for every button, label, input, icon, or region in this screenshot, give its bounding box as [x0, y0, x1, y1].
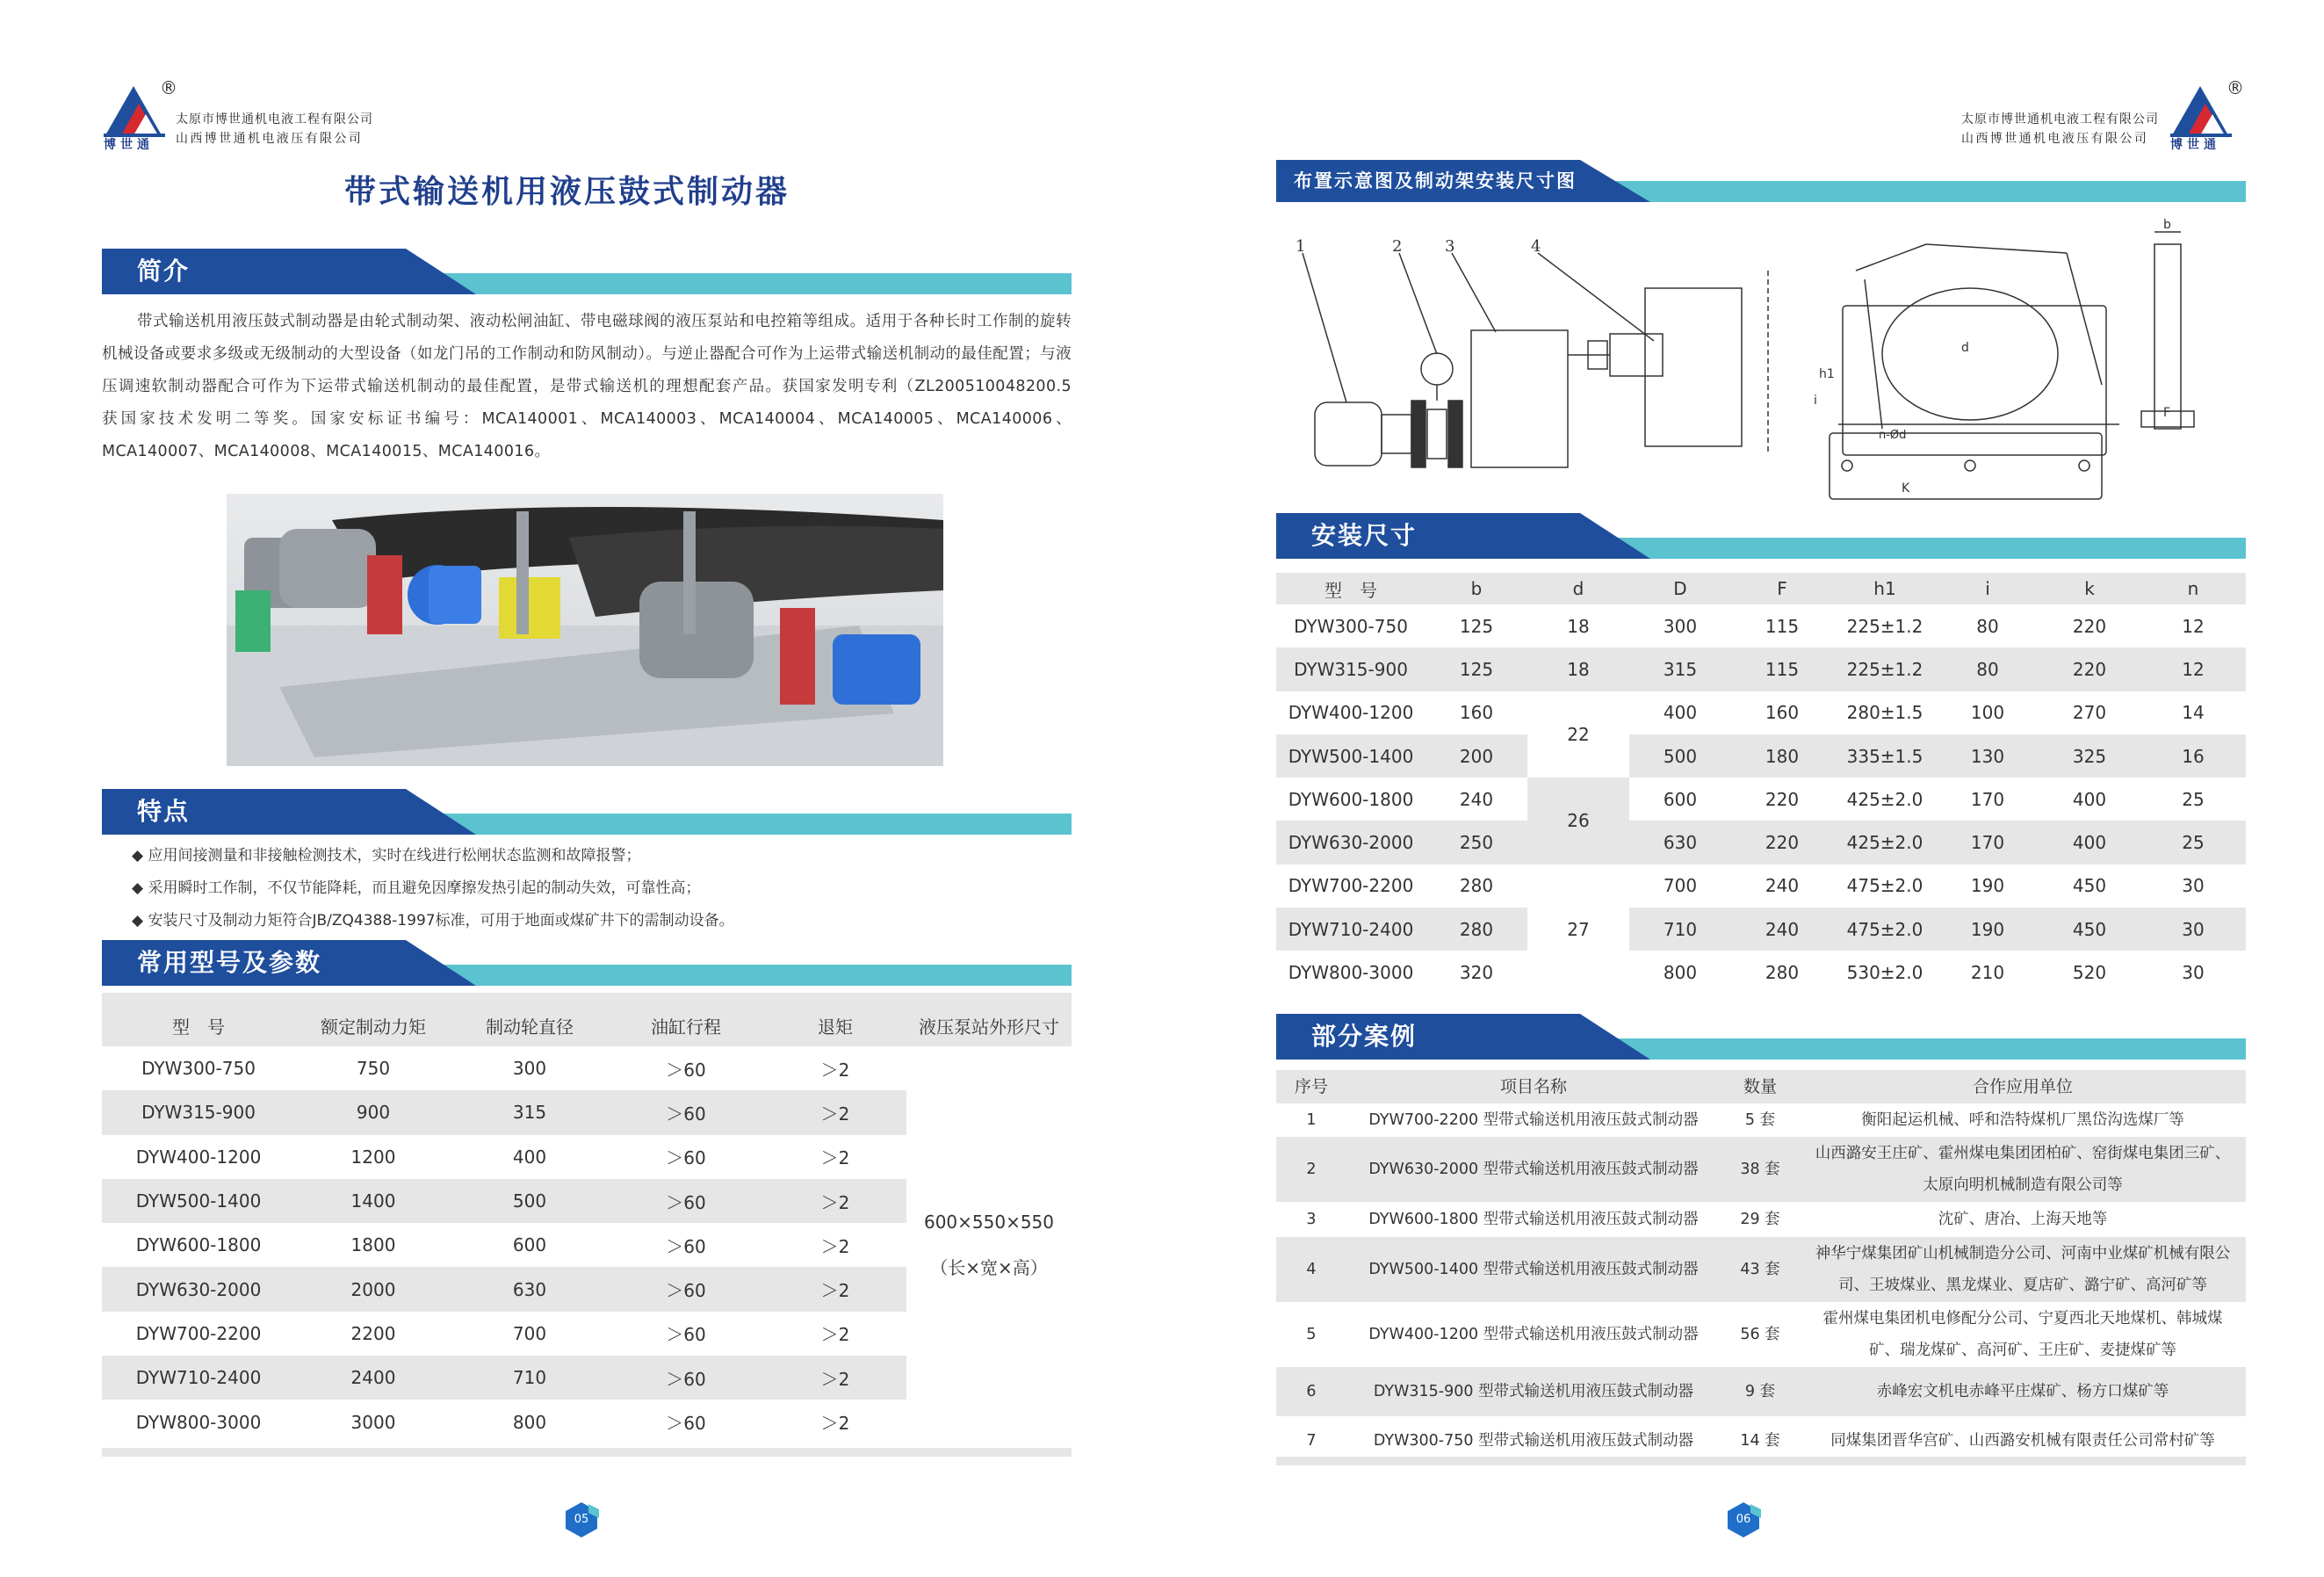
cell: ＞60 — [666, 1324, 706, 1346]
cell-model: DYW700-2200 — [1288, 875, 1414, 897]
cell: 180 — [1731, 734, 1833, 778]
cell: 280±1.5 — [1846, 702, 1923, 724]
col-header: k — [2084, 578, 2095, 599]
section-band-cases — [1276, 1014, 2246, 1060]
page-number-badge — [1724, 1501, 1763, 1539]
cell: 520 — [2072, 962, 2107, 984]
cell: 160 — [1765, 702, 1800, 724]
logo-text: 博世通 — [2170, 138, 2220, 152]
cell-model: DYW300-750 — [141, 1058, 256, 1080]
cell: 200 — [1425, 734, 1527, 778]
col-header: 型 号 — [1324, 579, 1377, 601]
cell-client: 山西潞安王庄矿、霍州煤电集团团柏矿、窑街煤电集团三矿、太原向明机械制造有限公司等 — [1800, 1137, 2246, 1202]
cell: 400 — [2039, 821, 2140, 864]
table-row — [1276, 604, 2246, 647]
cell: 600 — [512, 1234, 547, 1256]
cell: 710 — [451, 1356, 608, 1400]
cell-project: DYW315-900 型带式输送机用液压鼓式制动器 — [1346, 1367, 1721, 1416]
cell-model: DYW400-1200 — [1288, 702, 1414, 724]
section-heading: 部分案例 — [1311, 1022, 1418, 1051]
models-table-wrap — [102, 993, 1072, 1444]
section-heading: 安装尺寸 — [1311, 521, 1418, 550]
section-heading: 布置示意图及制动架安装尺寸图 — [1294, 170, 1577, 192]
cell: ＞2 — [764, 1267, 906, 1311]
cell-model: DYW800-3000 — [1288, 962, 1414, 984]
cell: ＞2 — [820, 1413, 850, 1435]
table-row — [1276, 951, 2246, 994]
col-header: 型 号 — [172, 1016, 225, 1038]
cell-index: 1 — [1306, 1111, 1317, 1129]
cell-model: DYW630-2000 — [1276, 821, 1425, 864]
callout-3: 3 — [1445, 237, 1455, 256]
cell: 160 — [1459, 702, 1494, 724]
col-header: 项目名称 — [1499, 1077, 1567, 1096]
table-row — [1276, 864, 2246, 908]
cell: ＞2 — [820, 1324, 850, 1346]
cell-qty: 29 套 — [1740, 1211, 1780, 1228]
company-name-2: 山西博世通机电液压有限公司 — [176, 132, 364, 146]
cell: ＞2 — [764, 1179, 906, 1223]
cell: 315 — [1629, 647, 1731, 691]
table-bottom-shade — [102, 1448, 1072, 1457]
cell-merged: 22 — [1567, 723, 1590, 745]
cell: 325 — [2039, 734, 2140, 778]
table-row — [1276, 778, 2246, 821]
section-band-layout — [1276, 160, 2246, 202]
company-logo — [2165, 77, 2253, 152]
install-table — [1276, 573, 2246, 995]
cell: 320 — [1459, 962, 1494, 984]
cell: 30 — [2182, 962, 2205, 984]
section-band-install — [1276, 513, 2246, 559]
table-row — [1276, 691, 2246, 734]
cell: 500 — [451, 1179, 608, 1223]
cell: 600 — [1663, 788, 1698, 810]
cases-bottom-shade — [1276, 1457, 2246, 1465]
cell: 900 — [295, 1090, 451, 1134]
col-header: 额定制动力矩 — [321, 1016, 426, 1038]
col-header: 油缸行程 — [651, 1016, 721, 1038]
cell: 1400 — [295, 1179, 451, 1223]
company-name-1: 太原市博世通机电液工程有限公司 — [176, 112, 373, 127]
cell-index: 5 — [1306, 1326, 1317, 1343]
cell: 700 — [512, 1322, 547, 1344]
col-header: n — [2187, 578, 2199, 599]
col-header: 序号 — [1294, 1077, 1328, 1096]
dim-label-i: i — [1814, 394, 1817, 408]
cell: 240 — [1459, 788, 1494, 810]
models-table — [102, 993, 1072, 1444]
cell: 400 — [2072, 788, 2107, 810]
table-row — [1276, 1202, 2246, 1237]
cell-client: 同煤集团晋华宫矿、山西潞安机械有限责任公司常村矿等 — [1830, 1432, 2215, 1450]
cell: 170 — [1970, 788, 2005, 810]
table-row — [1276, 1302, 2246, 1367]
section-band-intro — [102, 249, 1072, 294]
cell-index: 3 — [1306, 1211, 1317, 1228]
cell-merged: 27 — [1567, 918, 1590, 940]
cell-index: 4 — [1276, 1237, 1346, 1302]
cell: 170 — [1937, 821, 2039, 864]
table-row — [1276, 1137, 2246, 1202]
cell: 115 — [1731, 647, 1833, 691]
right-page — [1162, 0, 2324, 1577]
cell: ＞60 — [666, 1147, 706, 1169]
cell: ＞2 — [764, 1356, 906, 1400]
company-name-2: 山西博世通机电液压有限公司 — [1961, 132, 2149, 146]
cell: 280 — [1765, 962, 1800, 984]
cell: 190 — [1970, 875, 2005, 897]
col-header: d — [1572, 578, 1584, 599]
col-header: 退矩 — [818, 1016, 853, 1038]
cell: 750 — [356, 1058, 391, 1080]
cell-client: 霍州煤电集团机电修配分公司、宁夏西北天地煤机、韩城煤矿、瑞龙煤矿、高河矿、王庄矿、麦捷煤矿等 — [1822, 1310, 2223, 1359]
cell-model: DYW630-2000 — [102, 1267, 295, 1311]
dim-label-h1: h1 — [1819, 367, 1835, 381]
section-band-models — [102, 940, 1072, 986]
cell-index: 6 — [1276, 1367, 1346, 1416]
cell-qty: 56 套 — [1740, 1326, 1780, 1343]
cell: 18 — [1567, 615, 1590, 637]
cell-model: DYW800-3000 — [135, 1411, 262, 1433]
table-row — [1276, 1237, 2246, 1302]
cell-project: DYW600-1800 型带式输送机用液压鼓式制动器 — [1368, 1211, 1699, 1228]
cell: 1200 — [350, 1146, 396, 1168]
cell: ＞60 — [666, 1235, 706, 1257]
cell: 280 — [1459, 875, 1494, 897]
cell: 12 — [2182, 615, 2205, 637]
intro-paragraph: 带式输送机用液压鼓式制动器是由轮式制动架、液动松闸油缸、带电磁球阀的液压泵站和电控箱等组成。适用于各种长时工作制的旋转机械设备或要求多级或无级制动的大型设备（如龙门吊的工作制动和防风制动）。与逆止器配合可作为上运带式输送机制动的最佳配置；与液压调速软制动器配合可作为下运带式输送机制动的最佳配置，是带式输送机的理想配套产品。获国家发明专利（ZL200510048200.5 获国家技术发明二等奖。国家安标证书编号：MCA140001、MCA140003、MCA140004、MCA140005、MCA140006、MCA140007、MCA140008、MCA140015、MCA140016。 — [102, 313, 1103, 460]
cell-qty: 38 套 — [1721, 1137, 1800, 1202]
company-logo — [98, 77, 186, 152]
cell-model: DYW400-1200 — [135, 1146, 262, 1168]
dim-label-f: F — [2163, 406, 2171, 420]
cell: ＞60 — [608, 1090, 764, 1134]
cell-model: DYW315-900 — [102, 1090, 295, 1134]
cases-table — [1276, 1070, 2246, 1465]
cell-model: DYW600-1800 — [1288, 788, 1414, 810]
layout-diagram — [1276, 218, 2246, 517]
col-header: 合作应用单位 — [1972, 1077, 2073, 1096]
feature-item: ◆ 应用间接测量和非接触检测技术，实时在线进行松闸状态监测和故障报警； — [132, 847, 641, 864]
cell: ＞2 — [820, 1235, 850, 1257]
cell-model: DYW600-1800 — [135, 1234, 262, 1256]
product-photo — [227, 494, 943, 766]
table-row — [1276, 821, 2246, 864]
feature-item: ◆ 安装尺寸及制动力矩符合JB/ZQ4388-1997标准，可用于地面或煤矿井下的需制动设备。 — [132, 912, 734, 930]
cell: 425±2.0 — [1833, 821, 1937, 864]
cell-index: 7 — [1306, 1432, 1317, 1450]
cell: 240 — [1765, 875, 1800, 897]
cell: 210 — [1970, 962, 2005, 984]
cell: 300 — [512, 1058, 547, 1080]
cell: ＞60 — [608, 1356, 764, 1400]
cell-model: DYW315-900 — [1276, 647, 1425, 691]
cell: 220 — [2039, 647, 2140, 691]
feature-item: ◆ 采用瞬时工作制，不仅节能降耗，而且避免因摩擦发热引起的制动失效，可靠性高； — [132, 879, 701, 897]
cell: 280 — [1425, 908, 1527, 951]
cell: 630 — [451, 1267, 608, 1311]
col-header: D — [1673, 578, 1687, 599]
cell-model: DYW710-2400 — [1276, 908, 1425, 951]
section-heading: 简介 — [137, 257, 191, 286]
features-list — [132, 840, 1063, 937]
col-header: i — [1985, 578, 1990, 599]
cell: 800 — [512, 1411, 547, 1433]
cell: 125 — [1459, 615, 1494, 637]
cell-index: 2 — [1276, 1137, 1346, 1202]
cell: 100 — [1970, 702, 2005, 724]
section-heading: 常用型号及参数 — [137, 948, 322, 977]
dim-label-k: K — [1902, 481, 1910, 496]
cell-qty: 14 套 — [1740, 1432, 1780, 1450]
cell: 530±2.0 — [1846, 962, 1923, 984]
table-row — [1276, 908, 2246, 951]
cell: ＞60 — [666, 1413, 706, 1435]
cell: 240 — [1731, 908, 1833, 951]
cell: 190 — [1937, 908, 2039, 951]
cell: 250 — [1425, 821, 1527, 864]
cell: ＞60 — [666, 1059, 706, 1081]
section-heading: 特点 — [137, 797, 191, 826]
cell: 1800 — [350, 1234, 396, 1256]
cell-client: 赤峰宏文机电赤峰平庄煤矿、杨方口煤矿等 — [1800, 1367, 2246, 1416]
cell: 30 — [2182, 875, 2205, 897]
registered-mark: ® — [160, 77, 177, 98]
pump-size: 600×550×550 — [923, 1212, 1055, 1233]
company-name-1: 太原市博世通机电液工程有限公司 — [1961, 112, 2159, 127]
cell: 14 — [2182, 702, 2205, 724]
col-header: h1 — [1873, 578, 1896, 599]
cell-qty: 5 套 — [1744, 1111, 1776, 1129]
cell-merged: 26 — [1527, 778, 1629, 864]
cell: 300 — [1663, 615, 1698, 637]
cell-project: DYW400-1200 型带式输送机用液压鼓式制动器 — [1368, 1326, 1699, 1343]
cell: ＞60 — [608, 1179, 764, 1223]
cell-project: DYW630-2000 型带式输送机用液压鼓式制动器 — [1346, 1137, 1721, 1202]
section-band-features — [102, 789, 1072, 835]
page-number: 05 — [574, 1513, 589, 1526]
cell-client: 沈矿、唐冶、上海天地等 — [1938, 1211, 2108, 1228]
cell-project: DYW700-2200 型带式输送机用液压鼓式制动器 — [1368, 1111, 1699, 1129]
cell: 12 — [2140, 647, 2246, 691]
col-header: 数量 — [1743, 1077, 1777, 1096]
page-number: 06 — [1736, 1513, 1751, 1526]
cell-qty: 43 套 — [1721, 1237, 1800, 1302]
cell: 16 — [2140, 734, 2246, 778]
cell: 800 — [1663, 962, 1698, 984]
cell: 2400 — [295, 1356, 451, 1400]
cell: 80 — [1976, 615, 1999, 637]
table-row — [1276, 1367, 2246, 1416]
cell: 220 — [2072, 615, 2107, 637]
cell-client: 衡阳起运机械、呼和浩特煤机厂黑岱沟选煤厂等 — [1861, 1111, 2184, 1129]
cell: 450 — [2072, 875, 2107, 897]
dim-label-b: b — [2163, 218, 2171, 232]
cell: 220 — [1731, 821, 1833, 864]
cell: 335±1.5 — [1833, 734, 1937, 778]
cell-project: DYW500-1400 型带式输送机用液压鼓式制动器 — [1346, 1237, 1721, 1302]
table-row — [102, 1046, 1072, 1090]
registered-mark: ® — [2227, 77, 2244, 98]
cell: 315 — [451, 1090, 608, 1134]
cell-model: DYW500-1400 — [102, 1179, 295, 1223]
cell: ＞2 — [764, 1090, 906, 1134]
col-header: F — [1777, 578, 1787, 599]
cell: 30 — [2140, 908, 2246, 951]
page-title: 带式输送机用液压鼓式制动器 — [344, 174, 790, 210]
cell: 220 — [1765, 788, 1800, 810]
cell: ＞2 — [820, 1059, 850, 1081]
cell-qty: 9 套 — [1721, 1367, 1800, 1416]
col-header: 液压泵站外形尺寸 — [919, 1016, 1059, 1038]
callout-4: 4 — [1531, 237, 1541, 256]
cell: 225±1.2 — [1846, 615, 1923, 637]
cell: 3000 — [350, 1411, 396, 1433]
dim-label-n: n-Ød — [1879, 429, 1907, 442]
cell: 500 — [1629, 734, 1731, 778]
callout-2: 2 — [1392, 237, 1403, 256]
cell: 400 — [1663, 702, 1698, 724]
cell: 710 — [1629, 908, 1731, 951]
cell-model: DYW500-1400 — [1276, 734, 1425, 778]
cell: 475±2.0 — [1846, 875, 1923, 897]
cell: 25 — [2182, 788, 2205, 810]
cell: 80 — [1937, 647, 2039, 691]
cell: 125 — [1425, 647, 1527, 691]
cell: 630 — [1629, 821, 1731, 864]
cell: 2000 — [295, 1267, 451, 1311]
cell: 18 — [1527, 647, 1629, 691]
cell: ＞60 — [608, 1267, 764, 1311]
logo-text: 博世通 — [104, 138, 154, 152]
cell: 2200 — [350, 1322, 396, 1344]
table-row — [1276, 1103, 2246, 1137]
cell: 25 — [2140, 821, 2246, 864]
cell: 115 — [1765, 615, 1800, 637]
col-header: 制动轮直径 — [486, 1016, 574, 1038]
pump-size-note: （长×宽×高） — [930, 1257, 1048, 1279]
cell-model: DYW700-2200 — [135, 1322, 262, 1344]
col-header: b — [1470, 578, 1483, 599]
callout-1: 1 — [1296, 237, 1306, 256]
cell: 400 — [512, 1146, 547, 1168]
cell-model: DYW300-750 — [1294, 615, 1408, 637]
cell: 270 — [2072, 702, 2107, 724]
cell-project: DYW300-750 型带式输送机用液压鼓式制动器 — [1373, 1432, 1694, 1450]
pump-size-cell — [906, 1046, 1072, 1444]
cell: 225±1.2 — [1833, 647, 1937, 691]
cell: 425±2.0 — [1846, 788, 1923, 810]
cell-model: DYW710-2400 — [102, 1356, 295, 1400]
cell: 475±2.0 — [1833, 908, 1937, 951]
cell: 450 — [2039, 908, 2140, 951]
cell-client: 神华宁煤集团矿山机械制造分公司、河南中业煤矿机械有限公司、王坡煤业、黑龙煤业、夏店矿、潞宁矿、高河矿等 — [1800, 1237, 2246, 1302]
table-row — [1276, 734, 2246, 778]
cell: 700 — [1663, 875, 1698, 897]
cell: ＞2 — [820, 1147, 850, 1169]
table-row — [1276, 647, 2246, 691]
page-number-badge — [562, 1501, 601, 1539]
cell: 130 — [1937, 734, 2039, 778]
dim-label-d: d — [1961, 341, 1969, 355]
